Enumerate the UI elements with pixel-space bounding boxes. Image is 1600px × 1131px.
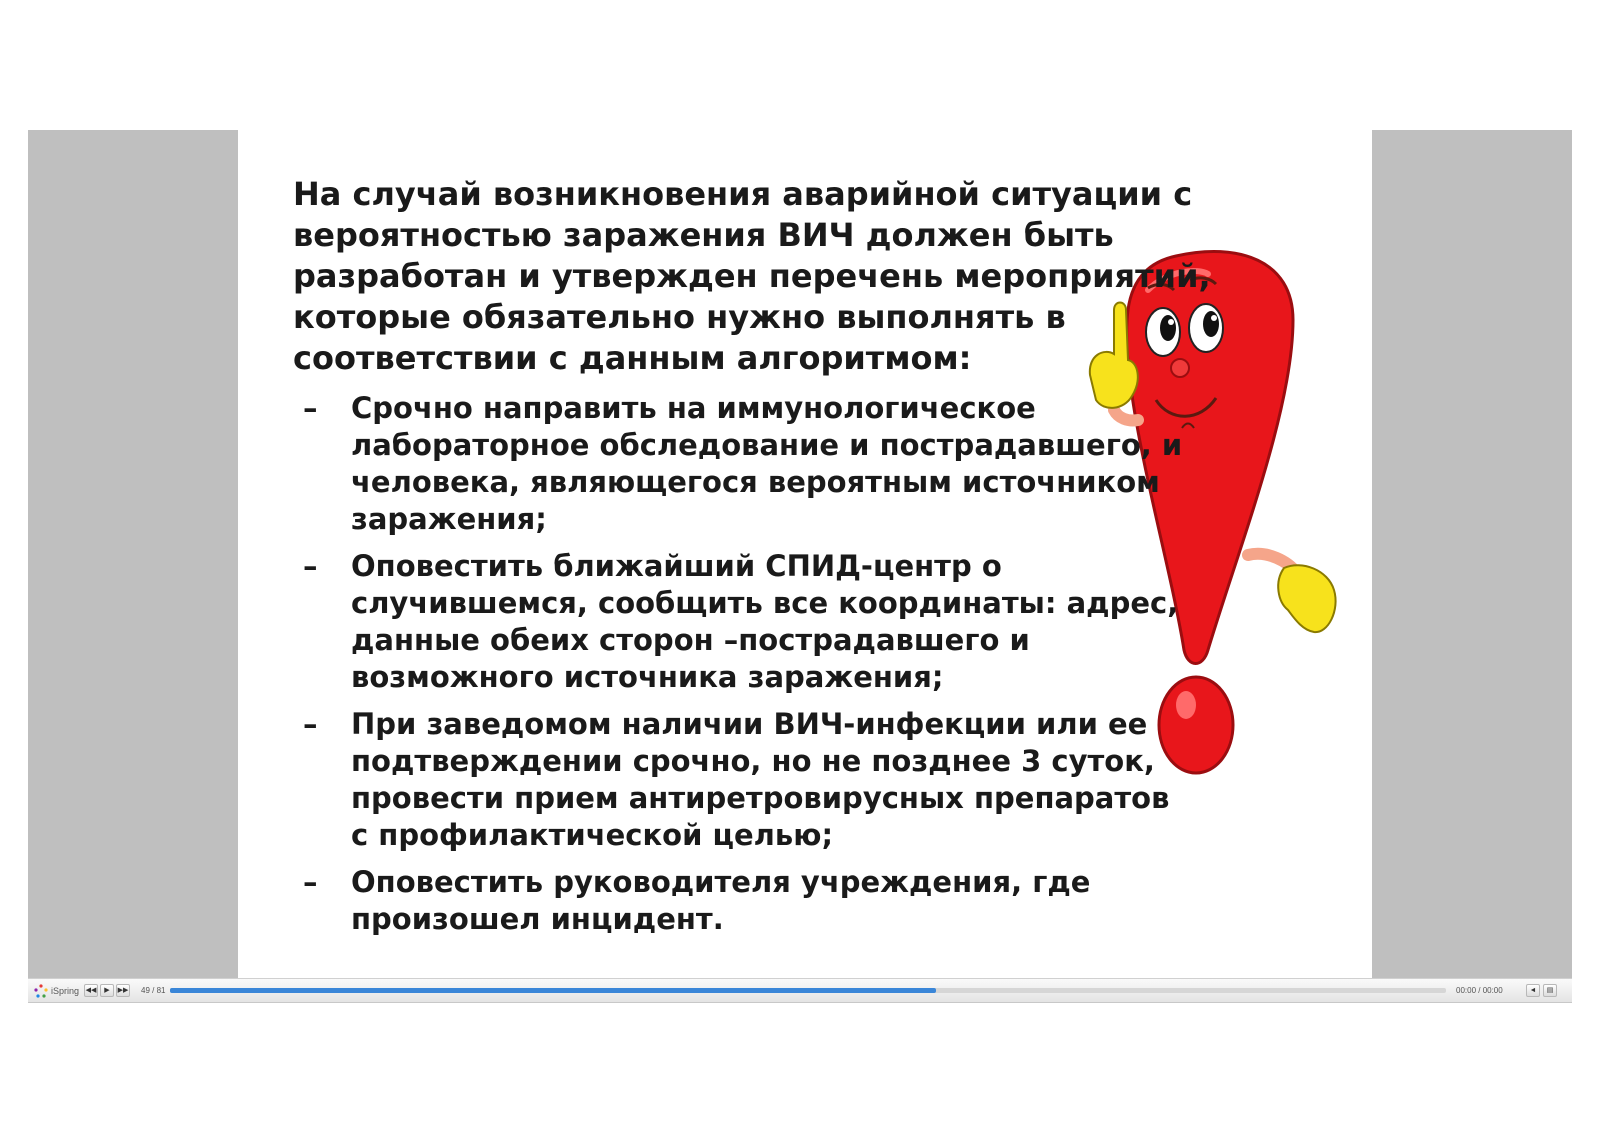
bullet-list [303,390,1183,948]
list-item [303,864,1183,938]
previous-button[interactable] [84,984,98,997]
ispring-logo-icon [34,984,48,998]
play-icon: ▶ [104,987,110,994]
bullet-dash: – [303,391,318,425]
next-icon: ▶▶ [117,987,129,994]
logo-text: iSpring [51,986,80,996]
previous-icon: ◀◀ [85,987,97,994]
slide-heading: На случай возникновения аварийной ситуации с вероятностью заражения ВИЧ должен быть разработан и утвержден перечень мероприятий, которые обязательно нужно выполнять в соответствии с данным алгоритмом: [293,175,1211,377]
bullet-dash: – [303,865,318,899]
presentation-player [28,130,1572,1003]
volume-button[interactable] [1526,984,1540,997]
bullet-text: Срочно направить на иммунологическое лабораторное обследование и пострадавшего, и человека, являющегося вероятным источником заражения; [351,391,1183,536]
list-item [303,706,1183,854]
bullet-dash: – [303,549,318,583]
player-control-bar [28,978,1572,1003]
slide-stage [28,130,1572,978]
next-button[interactable] [116,984,130,997]
list-item [303,390,1183,538]
volume-icon: ◄ [1529,987,1537,994]
progress-bar[interactable] [170,988,1446,993]
outline-button[interactable] [1543,984,1557,997]
outline-icon: ▤ [1546,987,1554,994]
slide [238,130,1372,978]
ispring-logo [34,983,79,999]
bullet-dash: – [303,707,318,741]
right-glove [1278,565,1335,632]
bullet-text: Оповестить ближайший СПИД-центр о случившемся, сообщить все координаты: адрес, данные обеих сторон –пострадавшего и возможного источника заражения; [351,549,1179,694]
slide-counter: 49 / 81 [141,986,166,995]
play-button[interactable] [100,984,114,997]
time-display: 00:00 / 00:00 [1456,986,1503,995]
progress-fill [170,988,936,993]
bullet-text: Оповестить руководителя учреждения, где произошел инцидент. [351,865,1091,936]
bullet-text: При заведомом наличии ВИЧ-инфекции или ее подтверждении срочно, но не позднее 3 суток, провести прием антиретровирусных препаратов с профилактической целью; [351,707,1170,852]
list-item [303,548,1183,696]
